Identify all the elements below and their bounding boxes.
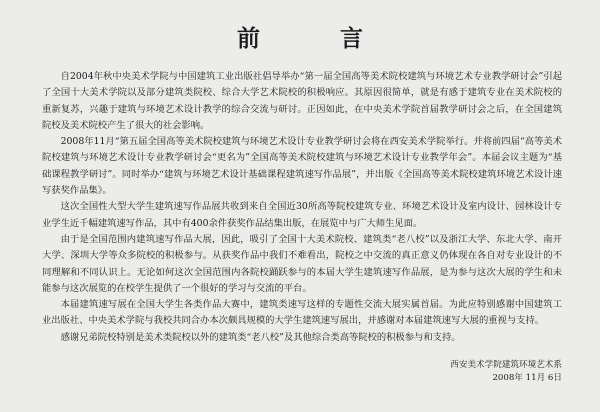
page-title: 前 言 xyxy=(236,25,399,52)
paragraph: 感谢兄弟院校特别是美术类院校以外的建筑类“老八校”及其他综合类高等院校的积极参与和支持。 xyxy=(60,331,461,343)
signature-date: 2008年 11月 6日 xyxy=(492,373,562,383)
paragraph: 自2004年秋中央美术学院与中国建筑工业出版社倡导举办“第一届全国高等美术院校建筑与环境艺术专业教学研讨会”引起了全国十大美术学院以及部分建筑类院校、综合大学艺术院校的积极响应。其原因很简单，就是有感于建筑专业在美术院校的重新复苏，兴趣于建筑与环境艺术设计教学的综合交流与研讨。正因如此，在中央美术学院首届教学研讨会之后，在全国建筑院校及美术院校产生了很大的社会影响。 xyxy=(42,71,562,131)
paragraph: 本届建筑速写展在全国大学生各类作品大赛中，建筑类速写这样的专题性交流大展实属首届。为此应特别感谢中国建筑工业出版社、中央美术学院与我校共同合办本次颇具规模的大学生建筑速写展出，并感谢对本届建筑速写大展的重视与支持。 xyxy=(42,299,562,327)
paragraph: 这次全国性大型大学生建筑速写作品展共收到来自全国近30所高等院校建筑专业、环境艺术设计及室内设计、园林设计专业学生近千幅建筑速写作品，其中有400余件获奖作品结集出版，在展览中与广大师生见面。 xyxy=(42,201,562,229)
signature-block xyxy=(450,359,562,385)
paragraph: 由于是全国范围内建筑速写作品大展，因此，吸引了全国十大美术院校、建筑类“老八校”以及浙江大学、东北大学、南开大学、深圳大学等众多院校的积极参与。从获奖作品中我们不难看出，院校之中交流的真正意义仍体现在各自对专业设计的不同理解和不同认识上。无论如何这次全国范围内各院校踊跃参与的本届大学生建筑速写作品展，是为参与这次大展的学生和未能参与这次展览的在校学生提供了一个很好的学习与交流的平台。 xyxy=(42,233,562,294)
paragraph: 2008年11月“第五届全国高等美术院校建筑与环境艺术设计专业教学研讨会将在西安美术学院举行。并将前四届“高等美术院校建筑与环境艺术设计专业教学研讨会“更名为”全国高等美术院校建筑与环境艺术设计专业教学年会”。本届会议主题为“基础课程教学研讨”。同时举办“建筑与环境艺术设计基础课程建筑速写作品展”，并出版《全国高等美术院校建筑环境艺术设计速写获奖作品集》。 xyxy=(42,136,562,197)
signature-org: 西安美术学院建筑环境艺术系 xyxy=(450,360,562,370)
preface-body xyxy=(42,69,562,346)
